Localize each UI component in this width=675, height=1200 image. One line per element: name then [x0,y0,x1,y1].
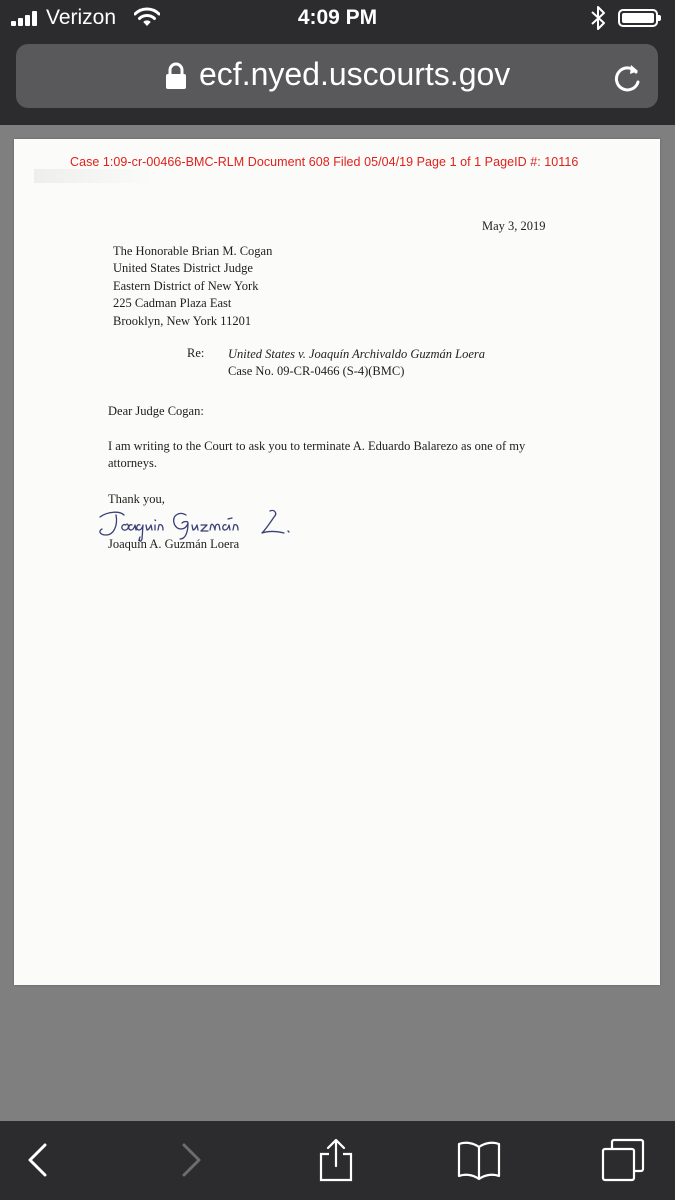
book-icon[interactable] [456,1137,502,1183]
address-line: Brooklyn, New York 11201 [113,313,252,328]
document-page [14,139,660,985]
browser-top-bar [0,0,675,125]
letter-body: I am writing to the Court to ask you to terminate A. Eduardo Balarezo as one of my attorneys. [108,439,526,470]
status-time: 4:09 PM [297,6,378,29]
re-case-name: United States v. Joaquín Archivaldo Guzmán Loera [228,347,486,361]
re-label: Re: [187,346,205,360]
address-line: Eastern District of New York [113,278,259,293]
carrier-name: Verizon [46,6,117,29]
chevron-left-icon[interactable] [16,1137,62,1183]
address-line: 225 Cadman Plaza East [113,296,232,311]
status-bar [0,0,675,38]
battery-icon [618,9,658,27]
browser-bottom-toolbar [0,1121,675,1200]
tabs-icon[interactable] [600,1137,646,1183]
address-line: The Honorable Brian M. Cogan [113,244,273,258]
salutation: Dear Judge Cogan: [108,404,204,418]
lock-icon [165,62,187,90]
re-case-number: Case No. 09-CR-0466 (S-4)(BMC) [228,364,405,378]
url-text[interactable]: ecf.nyed.uscourts.gov [199,56,511,92]
closing: Thank you, [108,492,165,506]
re-block [228,346,485,380]
share-icon[interactable] [313,1137,359,1183]
reload-icon[interactable] [611,60,643,94]
chevron-right-icon[interactable] [167,1137,213,1183]
ecf-header-stamp: Case 1:09-cr-00466-BMC-RLM Document 608 Filed 05/04/19 Page 1 of 1 PageID #: 10116 [70,155,579,169]
signer-name: Joaquín A. Guzmán Loera [108,537,240,551]
address-bar[interactable] [16,44,658,108]
recipient-address [113,243,272,330]
address-line: United States District Judge [113,261,253,276]
bluetooth-icon [588,5,608,31]
letter-date: May 3, 2019 [482,219,546,233]
